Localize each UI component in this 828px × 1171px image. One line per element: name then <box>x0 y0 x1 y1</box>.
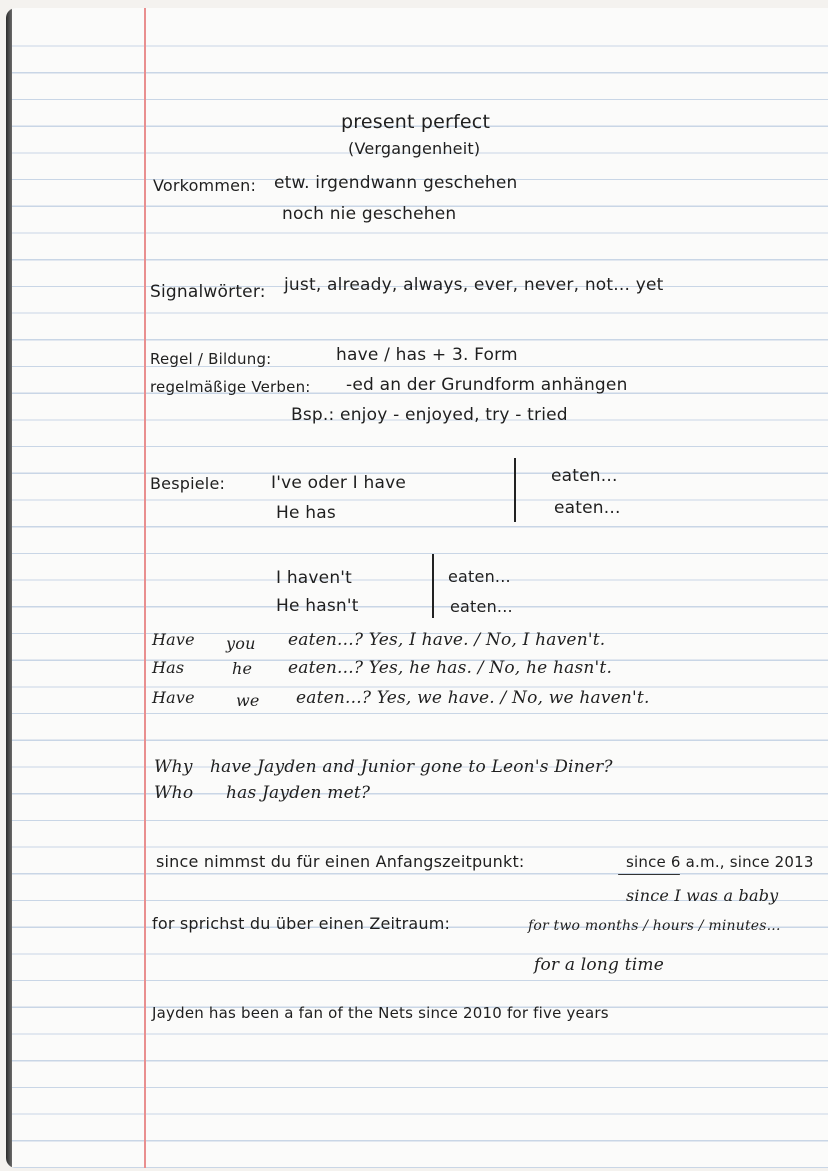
regel-label: Regel / Bildung: <box>150 350 272 368</box>
question-1-rest: eaten...? Yes, I have. / No, I haven't. <box>288 630 606 650</box>
question-1-aux: Have <box>152 630 195 649</box>
wh-question-2-text: has Jayden met? <box>226 783 371 803</box>
question-3-rest: eaten...? Yes, we have. / No, we haven't. <box>296 688 650 708</box>
beispiele-label: Bespiele: <box>150 474 226 493</box>
vorkommen-label: Vorkommen: <box>153 176 257 195</box>
question-3-aux: Have <box>152 688 195 707</box>
margin-line <box>144 8 146 1168</box>
since-example-2: since I was a baby <box>626 886 779 905</box>
regel-verben-text: -ed an der Grundform anhängen <box>346 375 628 395</box>
for-example-2: for a long time <box>534 955 664 975</box>
wh-question-1-word: Why <box>154 757 193 777</box>
beispiele-row2-right: eaten... <box>554 498 621 518</box>
vorkommen-line-1: etw. irgendwann geschehen <box>274 173 518 193</box>
since-underline <box>618 874 680 875</box>
negation-row1-right: eaten... <box>448 567 511 586</box>
notebook-page <box>6 8 828 1168</box>
final-example: Jayden has been a fan of the Nets since 2010 for five years <box>152 1004 609 1022</box>
since-examples: since 6 a.m., since 2013 <box>626 853 814 871</box>
wh-question-2-word: Who <box>154 783 194 803</box>
question-2-rest: eaten...? Yes, he has. / No, he hasn't. <box>288 658 613 678</box>
negation-divider <box>432 554 434 618</box>
signal-words: just, already, always, ever, never, not... yet <box>284 275 664 295</box>
question-1-subject: you <box>226 634 256 653</box>
page-title: present perfect <box>341 111 491 133</box>
beispiele-row2-left: He has <box>276 503 336 523</box>
notebook-binding <box>6 8 12 1168</box>
beispiele-row1-right: eaten... <box>551 466 618 486</box>
question-2-subject: he <box>232 659 253 678</box>
beispiele-row1-left: I've oder I have <box>271 473 406 493</box>
beispiele-divider <box>514 458 516 522</box>
regel-formula: have / has + 3. Form <box>336 345 518 365</box>
regel-verben-label: regelmäßige Verben: <box>150 378 311 396</box>
for-examples: for two months / hours / minutes... <box>528 918 781 934</box>
for-rule: for sprichst du über einen Zeitraum: <box>152 914 451 933</box>
wh-question-1-text: have Jayden and Junior gone to Leon's Diner? <box>210 757 613 777</box>
since-rule: since nimmst du für einen Anfangszeitpunkt: <box>156 852 525 871</box>
negation-row2-right: eaten... <box>450 597 513 616</box>
negation-row2-left: He hasn't <box>276 596 359 616</box>
question-3-subject: we <box>236 691 260 710</box>
negation-row1-left: I haven't <box>276 568 353 588</box>
signal-label: Signalwörter: <box>150 282 266 302</box>
vorkommen-line-2: noch nie geschehen <box>282 204 457 224</box>
question-2-aux: Has <box>152 658 185 677</box>
page-subtitle: (Vergangenheit) <box>348 139 481 158</box>
regel-example: Bsp.: enjoy - enjoyed, try - tried <box>291 405 568 425</box>
